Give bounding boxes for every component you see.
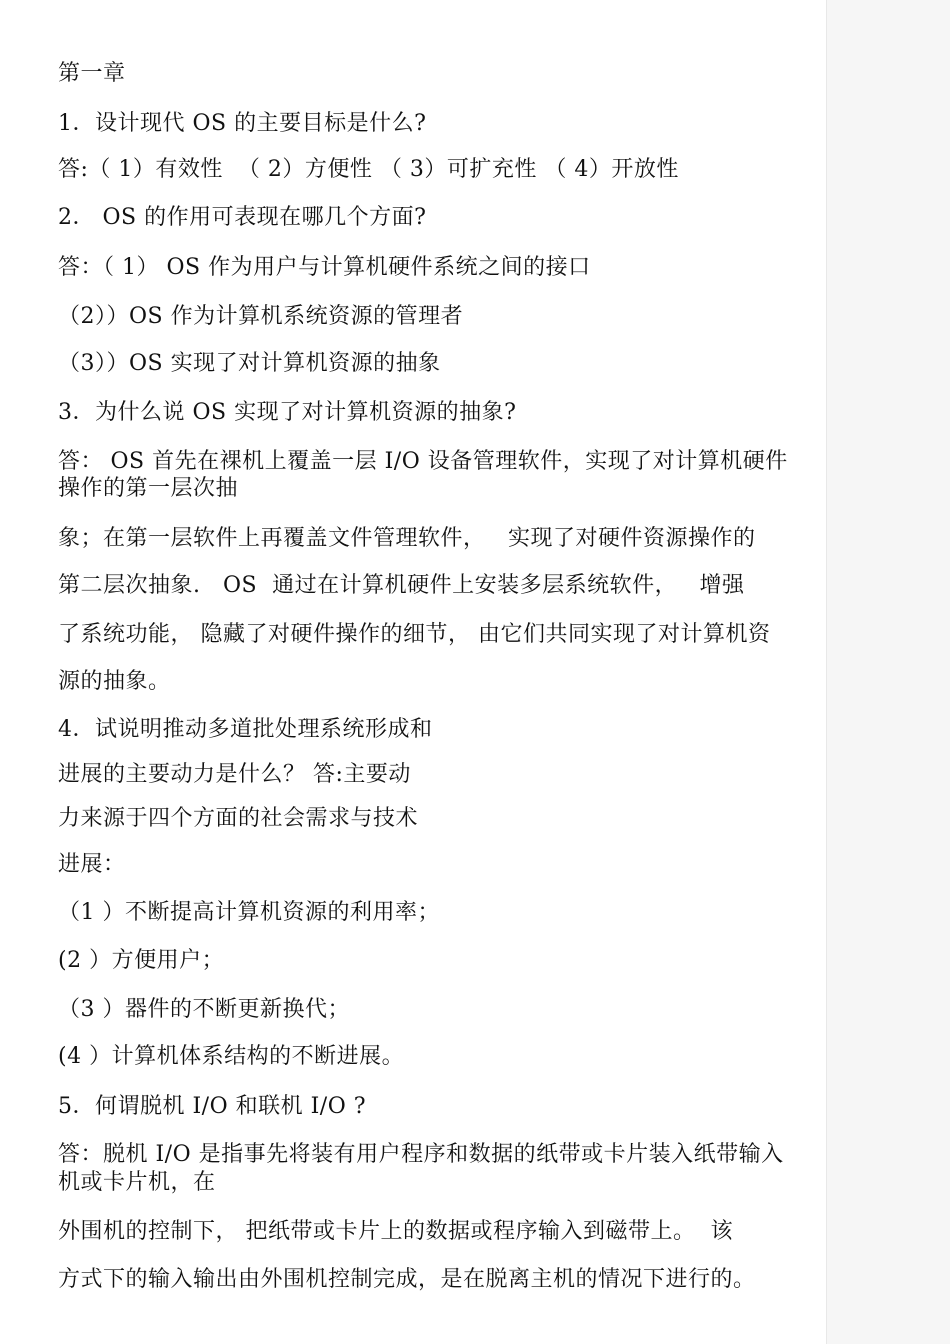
answer-4-item-4: (4 ）计算机体系结构的不断进展。: [58, 1044, 405, 1069]
answer-1: 答:（ 1）有效性 （ 2）方便性 （ 3）可扩充性 （ 4）开放性: [58, 157, 679, 182]
answer-4-item-3: （3 ）器件的不断更新换代；: [58, 997, 350, 1022]
answer-4-item-2: (2 ）方便用户；: [58, 948, 225, 973]
question-2: 2． OS 的作用可表现在哪几个方面?: [58, 205, 427, 230]
answer-3-line-4: 第二层次抽象. OS 通过在计算机硬件上安装多层系统软件， 增强: [58, 573, 745, 598]
answer-5-line-1: 答：脱机 I/O 是指事先将装有用户程序和数据的纸带或卡片装入纸带输入: [58, 1142, 784, 1167]
page-margin-band: [826, 0, 950, 1344]
answer-2-line-1: 答：（ 1） OS 作为用户与计算机硬件系统之间的接口: [58, 255, 591, 280]
answer-3-line-6: 源的抽象。: [58, 669, 171, 694]
answer-5-line-2: 机或卡片机，在: [58, 1170, 216, 1195]
answer-4-line-2: 进展：: [58, 852, 126, 877]
answer-2-line-2: （2））OS 作为计算机系统资源的管理者: [58, 304, 464, 329]
question-5: 5．何谓脱机 I/O 和联机 I/O ?: [58, 1094, 367, 1119]
answer-4-item-1: （1 ）不断提高计算机资源的利用率；: [58, 900, 440, 925]
answer-3-line-2: 操作的第一层次抽: [58, 476, 239, 501]
answer-3-line-1: 答： OS 首先在裸机上覆盖一层 I/O 设备管理软件，实现了对计算机硬件: [58, 449, 788, 474]
answer-3-line-3: 象；在第一层软件上再覆盖文件管理软件， 实现了对硬件资源操作的: [58, 526, 756, 551]
answer-3-line-5: 了系统功能， 隐藏了对硬件操作的细节， 由它们共同实现了对计算机资: [58, 622, 771, 647]
question-3: 3．为什么说 OS 实现了对计算机资源的抽象?: [58, 400, 517, 425]
chapter-title: 第一章: [58, 61, 126, 86]
answer-5-line-3: 外围机的控制下， 把纸带或卡片上的数据或程序输入到磁带上。 该: [58, 1219, 733, 1244]
answer-4-line-1: 力来源于四个方面的社会需求与技术: [58, 806, 419, 831]
answer-2-line-3: （3））OS 实现了对计算机资源的抽象: [58, 351, 441, 376]
answer-5-line-4: 方式下的输入输出由外围机控制完成，是在脱离主机的情况下进行的。: [58, 1267, 756, 1292]
question-4-line-1: 4．试说明推动多道批处理系统形成和: [58, 717, 433, 742]
question-4-line-2: 进展的主要动力是什么？ 答:主要动: [58, 762, 411, 787]
question-1: 1．设计现代 OS 的主要目标是什么?: [58, 111, 427, 136]
